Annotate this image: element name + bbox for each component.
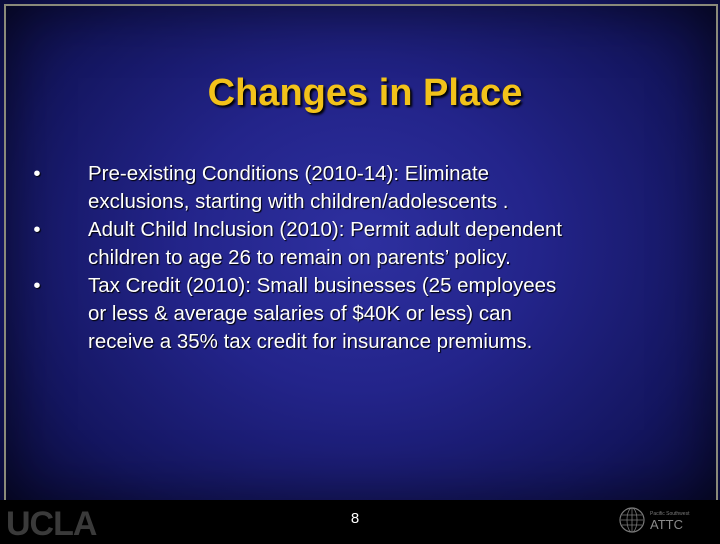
attc-logo-small-text: Pacific Southwest <box>650 511 690 517</box>
bullet-line: or less & average salaries of $40K or less) can <box>88 302 512 325</box>
bullet-item <box>30 216 670 272</box>
ucla-logo: UCLA <box>6 505 97 543</box>
bullet-glyph: • <box>33 218 41 241</box>
bullet-glyph: • <box>33 274 41 297</box>
bullet-list <box>30 160 670 356</box>
slide-title: Changes in Place <box>207 72 523 114</box>
bullet-line: exclusions, starting with children/adolescents . <box>88 190 509 213</box>
bullet-line: receive a 35% tax credit for insurance premiums. <box>88 330 533 353</box>
bullet-line: Tax Credit (2010): Small businesses (25 employees <box>88 274 557 297</box>
bullet-item <box>30 160 670 216</box>
page-number: 8 <box>350 510 360 527</box>
globe-icon <box>620 508 644 532</box>
bullet-line: Adult Child Inclusion (2010): Permit adult dependent <box>88 218 563 241</box>
bullet-item <box>30 272 670 356</box>
bullet-glyph: • <box>33 162 41 185</box>
attc-logo-text: ATTC <box>650 517 683 532</box>
bullet-line: children to age 26 to remain on parents’ policy. <box>88 246 511 269</box>
bullet-line: Pre-existing Conditions (2010-14): Eliminate <box>88 162 490 185</box>
attc-logo <box>618 505 714 535</box>
